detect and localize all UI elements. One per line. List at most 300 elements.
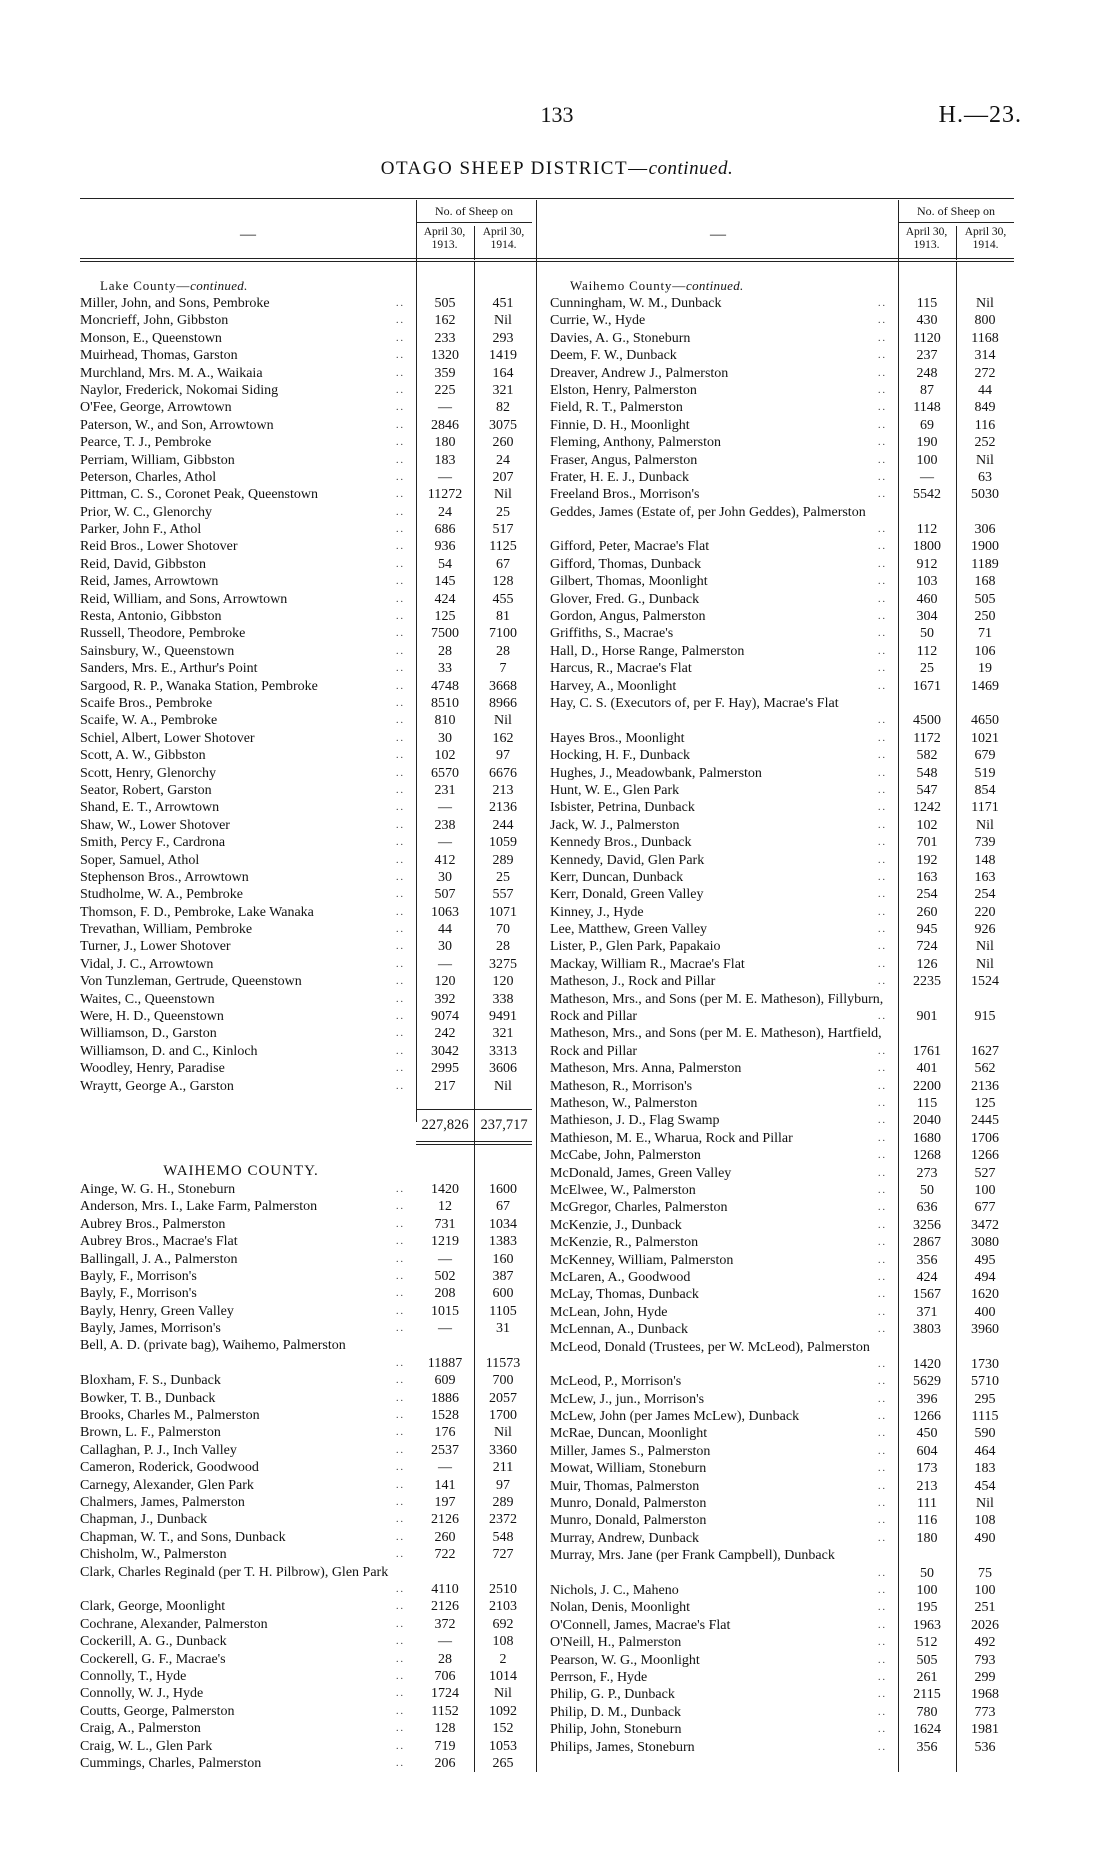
sheep-1913: 1266 bbox=[913, 1409, 941, 1425]
leader-dots: .. bbox=[396, 1357, 405, 1369]
sheep-1913: 25 bbox=[920, 661, 934, 677]
sheep-1914: 700 bbox=[492, 1373, 514, 1389]
sheep-1914: 152 bbox=[492, 1721, 514, 1737]
sheep-1913: 4748 bbox=[431, 678, 459, 694]
owner-name: Craig, W. L., Glen Park bbox=[80, 1738, 213, 1754]
table-row bbox=[550, 504, 1014, 539]
sheep-1913: 54 bbox=[438, 556, 452, 572]
owner-name: Hall, D., Horse Range, Palmerston bbox=[550, 643, 745, 659]
sheep-1913: 1528 bbox=[431, 1408, 459, 1424]
sheep-1914: 926 bbox=[974, 922, 996, 938]
sheep-1914: 3668 bbox=[489, 678, 517, 694]
owner-name: Matheson, J., Rock and Pillar bbox=[550, 974, 716, 990]
sheep-1914: 1059 bbox=[489, 835, 517, 851]
table-row bbox=[550, 1391, 1014, 1408]
owner-name: Clark, Charles Reginald (per T. H. Pilbrow), Glen Park bbox=[80, 1564, 389, 1580]
leader-dots: .. bbox=[396, 1305, 405, 1317]
sheep-1914: 272 bbox=[974, 365, 996, 381]
leader-dots: .. bbox=[396, 732, 405, 744]
sheep-1914: 67 bbox=[496, 556, 510, 572]
table-row bbox=[550, 365, 1014, 382]
owner-name: Pearce, T. J., Pembroke bbox=[80, 435, 212, 451]
table-row bbox=[80, 1459, 532, 1476]
leader-dots: .. bbox=[396, 1723, 405, 1735]
leader-dots: .. bbox=[396, 593, 405, 605]
sheep-1914: 915 bbox=[974, 1009, 996, 1025]
sheep-1913: 69 bbox=[920, 417, 934, 433]
section-heading bbox=[550, 276, 1014, 295]
owner-name: Matheson, W., Palmerston bbox=[550, 1096, 698, 1112]
table-row bbox=[80, 591, 532, 608]
leader-dots: .. bbox=[396, 350, 405, 362]
owner-name: O'Fee, George, Arrowtown bbox=[80, 400, 232, 416]
title-continued: continued. bbox=[648, 158, 734, 179]
sheep-1913: 102 bbox=[916, 817, 938, 833]
leader-dots: .. bbox=[396, 1183, 405, 1195]
sheep-1913: 507 bbox=[434, 887, 456, 903]
table-row bbox=[550, 695, 1014, 730]
sheep-1913: 912 bbox=[916, 556, 938, 572]
table-row bbox=[550, 886, 1014, 903]
table-row bbox=[80, 1043, 532, 1060]
owner-name: McDonald, James, Green Valley bbox=[550, 1165, 732, 1181]
table-row bbox=[80, 1755, 532, 1772]
sheep-1913: 28 bbox=[438, 1651, 452, 1667]
sheep-1914: 260 bbox=[492, 435, 514, 451]
sheep-1914: 3606 bbox=[489, 1061, 517, 1077]
table-row bbox=[80, 1546, 532, 1563]
leader-dots: .. bbox=[396, 958, 405, 970]
leader-dots: .. bbox=[878, 1393, 887, 1405]
table-row bbox=[80, 538, 532, 555]
sheep-1914: 1168 bbox=[971, 330, 999, 346]
sheep-1913: 115 bbox=[916, 1096, 938, 1112]
leader-dots: .. bbox=[878, 854, 887, 866]
table-row bbox=[80, 747, 532, 764]
owner-name: Studholme, W. A., Pembroke bbox=[80, 887, 243, 903]
sheep-1913: 1963 bbox=[913, 1617, 941, 1633]
sheep-1913: 2115 bbox=[913, 1687, 941, 1703]
leader-dots: .. bbox=[878, 1080, 887, 1092]
leader-dots: .. bbox=[396, 1201, 405, 1213]
report-reference: H.—23. bbox=[938, 102, 1022, 128]
leader-dots: .. bbox=[878, 1011, 887, 1023]
header-group-label: No. of Sheep on bbox=[416, 200, 532, 223]
owner-name: McKenzie, J., Dunback bbox=[550, 1217, 682, 1233]
sheep-1914: 1981 bbox=[971, 1722, 999, 1738]
table-row bbox=[80, 799, 532, 816]
leader-dots: .. bbox=[396, 367, 405, 379]
table-row bbox=[550, 730, 1014, 747]
leader-dots: .. bbox=[878, 1498, 887, 1510]
leader-dots: .. bbox=[396, 1218, 405, 1230]
sheep-1914: 207 bbox=[492, 469, 514, 485]
sheep-1914: 3313 bbox=[489, 1043, 517, 1059]
table-row bbox=[80, 1233, 532, 1250]
table-row bbox=[550, 312, 1014, 329]
owner-name: McLay, Thomas, Dunback bbox=[550, 1287, 699, 1303]
table-row bbox=[550, 591, 1014, 608]
header-col-1914: April 30, 1914. bbox=[482, 226, 525, 251]
owner-name: Mowat, William, Stoneburn bbox=[550, 1461, 707, 1477]
sheep-1913: 237 bbox=[916, 348, 938, 364]
leader-dots: .. bbox=[396, 1236, 405, 1248]
total-double-rule bbox=[416, 1141, 532, 1145]
sheep-1914: 97 bbox=[496, 1477, 510, 1493]
sheep-1913: 1148 bbox=[913, 400, 941, 416]
table-row bbox=[550, 1025, 1014, 1060]
table-row bbox=[80, 573, 532, 590]
sheep-1913: 128 bbox=[434, 1721, 456, 1737]
owner-name: Murray, Andrew, Dunback bbox=[550, 1530, 700, 1546]
sheep-1913: 87 bbox=[920, 382, 934, 398]
owner-name: Chapman, W. T., and Sons, Dunback bbox=[80, 1529, 286, 1545]
owner-name: McLennan, A., Dunback bbox=[550, 1322, 689, 1338]
owner-name: Mackay, William R., Macrae's Flat bbox=[550, 956, 745, 972]
title-main: OTAGO SHEEP DISTRICT— bbox=[380, 158, 649, 179]
sheep-1914: 100 bbox=[974, 1182, 996, 1198]
leader-dots: .. bbox=[878, 1428, 887, 1440]
owner-name: Harcus, R., Macrae's Flat bbox=[550, 661, 692, 677]
table-row bbox=[550, 486, 1014, 503]
table-row bbox=[80, 1442, 532, 1459]
sheep-1913: 356 bbox=[916, 1252, 938, 1268]
owner-name: Murray, Mrs. Jane (per Frank Campbell), Dunback bbox=[550, 1548, 835, 1564]
leader-dots: .. bbox=[396, 1653, 405, 1665]
sheep-1914: 2510 bbox=[489, 1581, 517, 1597]
leader-dots: .. bbox=[878, 384, 887, 396]
leader-dots: .. bbox=[878, 1132, 887, 1144]
sheep-1913: 163 bbox=[916, 869, 938, 885]
table-row bbox=[550, 1321, 1014, 1338]
sheep-1913: 5542 bbox=[913, 487, 941, 503]
owner-name: Lee, Matthew, Green Valley bbox=[550, 922, 708, 938]
leader-dots: .. bbox=[878, 924, 887, 936]
sheep-1914: Nil bbox=[976, 296, 994, 311]
sheep-1914: 387 bbox=[492, 1268, 514, 1284]
sheep-1914: 3360 bbox=[489, 1442, 517, 1458]
sheep-1914: 1419 bbox=[489, 348, 517, 364]
sheep-1913: 120 bbox=[434, 974, 456, 990]
sheep-1913: 50 bbox=[920, 626, 934, 642]
owner-name: Hunt, W. E., Glen Park bbox=[550, 782, 680, 798]
sheep-1913: 1420 bbox=[431, 1181, 459, 1197]
sheep-1914: 148 bbox=[974, 852, 996, 868]
sheep-1914: Nil bbox=[976, 1496, 994, 1512]
sheep-1914: 44 bbox=[978, 382, 992, 398]
leader-dots: .. bbox=[396, 1740, 405, 1752]
leader-dots: .. bbox=[396, 298, 405, 309]
sheep-1913: 1063 bbox=[431, 904, 459, 920]
leader-dots: .. bbox=[878, 1289, 887, 1301]
leader-dots: .. bbox=[396, 541, 405, 553]
owner-name: Hayes Bros., Moonlight bbox=[550, 730, 685, 746]
sheep-1914: 28 bbox=[496, 643, 510, 659]
sheep-1914: 75 bbox=[978, 1565, 992, 1581]
total-1914: 237,717 bbox=[480, 1116, 528, 1133]
sheep-1914: 519 bbox=[974, 765, 996, 781]
sheep-1913: 372 bbox=[434, 1616, 456, 1632]
sheep-1913: 261 bbox=[916, 1669, 938, 1685]
owner-name: Ainge, W. G. H., Stoneburn bbox=[80, 1181, 236, 1197]
sheep-1914: 108 bbox=[974, 1513, 996, 1529]
right-rows bbox=[550, 276, 1014, 1756]
table-row bbox=[550, 1165, 1014, 1182]
leader-dots: .. bbox=[878, 941, 887, 953]
owner-name: Matheson, R., Morrison's bbox=[550, 1078, 693, 1094]
owner-name: Kerr, Duncan, Dunback bbox=[550, 869, 684, 885]
leader-dots: .. bbox=[396, 802, 405, 814]
page-number: 133 bbox=[540, 102, 574, 127]
owner-name: Shand, E. T., Arrowtown bbox=[80, 800, 220, 816]
owner-name: Craig, A., Palmerston bbox=[80, 1721, 201, 1737]
owner-name: Sainsbury, W., Queenstown bbox=[80, 643, 235, 659]
sheep-1913: 126 bbox=[916, 956, 938, 972]
owner-name: Chisholm, W., Palmerston bbox=[80, 1547, 227, 1563]
table-row bbox=[550, 817, 1014, 834]
owner-name: Muirhead, Thomas, Garston bbox=[80, 348, 238, 364]
leader-dots: .. bbox=[396, 1045, 405, 1057]
sheep-1913: 1724 bbox=[431, 1686, 459, 1702]
table-row bbox=[80, 312, 532, 329]
owner-name: Fleming, Anthony, Palmerston bbox=[550, 435, 721, 451]
sheep-1914: 28 bbox=[496, 939, 510, 955]
table-row bbox=[80, 1685, 532, 1702]
owner-name: Dreaver, Andrew J., Palmerston bbox=[550, 365, 729, 381]
sheep-1913: 460 bbox=[916, 591, 938, 607]
table-row bbox=[550, 1530, 1014, 1547]
owner-name: Matheson, Mrs., and Sons (per M. E. Matheson), Hartfield, Rock and Pillar bbox=[550, 1026, 882, 1059]
leader-dots: .. bbox=[878, 298, 887, 309]
leader-dots: .. bbox=[878, 1671, 887, 1683]
table-row bbox=[550, 904, 1014, 921]
sheep-1914: 252 bbox=[974, 435, 996, 451]
owner-name: Deem, F. W., Dunback bbox=[550, 348, 677, 364]
leader-dots: .. bbox=[396, 437, 405, 449]
leader-dots: .. bbox=[878, 1654, 887, 1666]
owner-name: Scaife Bros., Pembroke bbox=[80, 695, 213, 711]
leader-dots: .. bbox=[396, 1288, 405, 1300]
sheep-1913: 780 bbox=[916, 1704, 938, 1720]
leader-dots: .. bbox=[396, 332, 405, 344]
table-row bbox=[550, 1425, 1014, 1442]
sheep-1914: 1021 bbox=[971, 730, 999, 746]
sheep-1914: 3080 bbox=[971, 1235, 999, 1251]
sheep-1914: 464 bbox=[974, 1443, 996, 1459]
sheep-1914: 727 bbox=[492, 1547, 514, 1563]
sheep-1913: 945 bbox=[916, 922, 938, 938]
leader-dots: .. bbox=[878, 402, 887, 414]
sheep-1914: 1706 bbox=[971, 1130, 999, 1146]
leader-dots: .. bbox=[878, 1602, 887, 1614]
sheep-1914: 168 bbox=[974, 574, 996, 590]
sheep-1914: 108 bbox=[492, 1634, 514, 1650]
leader-dots: .. bbox=[396, 1601, 405, 1613]
sheep-1914: 183 bbox=[974, 1461, 996, 1477]
leader-dots: .. bbox=[878, 558, 887, 570]
sheep-1913: 176 bbox=[434, 1425, 456, 1441]
sheep-1914: 1900 bbox=[971, 539, 999, 555]
owner-name: Munro, Donald, Palmerston bbox=[550, 1496, 707, 1512]
table-row bbox=[550, 399, 1014, 416]
table-header bbox=[80, 200, 532, 260]
leader-dots: .. bbox=[396, 611, 405, 623]
table-row bbox=[80, 1078, 532, 1095]
table-row bbox=[550, 452, 1014, 469]
table-row bbox=[550, 1060, 1014, 1077]
leader-dots: .. bbox=[396, 628, 405, 640]
owner-name: Bayly, Henry, Green Valley bbox=[80, 1303, 234, 1319]
sheep-1913: 190 bbox=[916, 435, 938, 451]
table-row bbox=[80, 295, 532, 312]
sheep-1914: 3472 bbox=[971, 1217, 999, 1233]
leader-dots: .. bbox=[878, 611, 887, 623]
sheep-1913: 100 bbox=[916, 1583, 938, 1598]
table-row bbox=[550, 1252, 1014, 1269]
leader-dots: .. bbox=[396, 576, 405, 588]
sheep-1914: 265 bbox=[492, 1755, 514, 1771]
owner-name: Glover, Fred. G., Dunback bbox=[550, 591, 700, 607]
table-row bbox=[80, 434, 532, 451]
sheep-1913: 810 bbox=[434, 713, 456, 729]
owner-name: Mathieson, J. D., Flag Swamp bbox=[550, 1113, 720, 1129]
sheep-1914: 1524 bbox=[971, 974, 999, 990]
sheep-1913: 1219 bbox=[431, 1234, 459, 1250]
sheep-1914: 116 bbox=[974, 417, 996, 433]
owner-name: McLew, John (per James McLew), Dunback bbox=[550, 1409, 800, 1425]
sheep-1913: 2995 bbox=[431, 1061, 459, 1077]
sheep-1914: 793 bbox=[974, 1652, 996, 1668]
sheep-1913: 1268 bbox=[913, 1148, 941, 1164]
leader-dots: .. bbox=[396, 454, 405, 466]
table-row bbox=[550, 956, 1014, 973]
sheep-1914: 1034 bbox=[489, 1216, 517, 1232]
leader-dots: .. bbox=[396, 819, 405, 831]
sheep-1914: 299 bbox=[974, 1669, 996, 1685]
leader-dots: .. bbox=[878, 628, 887, 640]
table-row bbox=[80, 973, 532, 990]
waihemo-county-rows bbox=[80, 1181, 532, 1772]
table-row bbox=[550, 1130, 1014, 1147]
owner-name: Pittman, C. S., Coronet Peak, Queenstown bbox=[80, 487, 318, 503]
table-row bbox=[80, 1251, 532, 1268]
table-row bbox=[80, 1285, 532, 1302]
leader-dots: .. bbox=[396, 1444, 405, 1456]
sheep-1913: — bbox=[438, 400, 452, 416]
sheep-1913: 116 bbox=[916, 1513, 938, 1529]
table-row bbox=[80, 991, 532, 1008]
sheep-1913: 103 bbox=[916, 574, 938, 590]
sheep-1914: 314 bbox=[974, 348, 996, 364]
sheep-1914: 1600 bbox=[489, 1181, 517, 1197]
owner-name: Elston, Henry, Palmerston bbox=[550, 382, 697, 398]
leader-dots: .. bbox=[878, 837, 887, 849]
table-row bbox=[550, 1599, 1014, 1616]
leader-dots: .. bbox=[396, 1688, 405, 1700]
owner-name: Murchland, Mrs. M. A., Waikaia bbox=[80, 365, 263, 381]
owner-name: Connolly, T., Hyde bbox=[80, 1668, 187, 1684]
table-row bbox=[550, 852, 1014, 869]
owner-name: Philip, D. M., Dunback bbox=[550, 1704, 682, 1720]
sheep-1913: 936 bbox=[434, 539, 456, 555]
sheep-1914: 162 bbox=[492, 730, 514, 746]
sheep-1914: 163 bbox=[974, 869, 996, 885]
leader-dots: .. bbox=[396, 1323, 405, 1335]
sheep-1914: 1383 bbox=[489, 1234, 517, 1250]
sheep-1913: 192 bbox=[916, 852, 938, 868]
section-heading-waihemo: WAIHEMO COUNTY. bbox=[163, 1162, 319, 1179]
sheep-1914: 548 bbox=[492, 1529, 514, 1545]
total-1913: 227,826 bbox=[421, 1116, 469, 1133]
sheep-1914: Nil bbox=[976, 817, 994, 833]
leader-dots: .. bbox=[396, 924, 405, 936]
leader-dots: .. bbox=[878, 819, 887, 831]
table-row bbox=[80, 382, 532, 399]
sheep-1914: 5710 bbox=[971, 1374, 999, 1390]
sheep-1913: 706 bbox=[434, 1668, 456, 1684]
sheep-1914: 2103 bbox=[489, 1599, 517, 1615]
left-column bbox=[80, 200, 532, 1771]
sheep-1913: 2040 bbox=[913, 1113, 941, 1129]
total-rule bbox=[416, 1109, 532, 1110]
sheep-1913: 701 bbox=[916, 835, 938, 851]
owner-name: McCabe, John, Palmerston bbox=[550, 1148, 701, 1164]
sheep-1914: 164 bbox=[492, 365, 514, 381]
sheep-1913: — bbox=[438, 1321, 452, 1337]
sheep-1913: 1680 bbox=[913, 1130, 941, 1146]
sheep-1914: 5030 bbox=[971, 487, 999, 503]
sheep-1914: 295 bbox=[974, 1391, 996, 1407]
leader-dots: .. bbox=[878, 802, 887, 814]
owner-name: Chalmers, James, Palmerston bbox=[80, 1495, 245, 1511]
sheep-1913: 180 bbox=[916, 1530, 938, 1546]
sheep-1914: Nil bbox=[494, 1078, 512, 1094]
leader-dots: .. bbox=[878, 1585, 887, 1596]
sheep-1913: 731 bbox=[434, 1216, 456, 1232]
table-row bbox=[80, 486, 532, 503]
owner-name: O'Neill, H., Palmerston bbox=[550, 1635, 682, 1651]
sheep-1914: 2445 bbox=[971, 1113, 999, 1129]
sheep-1913: 2200 bbox=[913, 1078, 941, 1094]
leader-dots: .. bbox=[396, 1549, 405, 1561]
sheep-1913: 225 bbox=[434, 382, 456, 398]
table-row bbox=[550, 1547, 1014, 1582]
sheep-1913: 1120 bbox=[913, 330, 941, 346]
sheep-1913: 724 bbox=[916, 939, 938, 955]
sheep-1913: — bbox=[920, 469, 934, 485]
sheep-1913: 2126 bbox=[431, 1512, 459, 1528]
sheep-1914: 454 bbox=[974, 1478, 996, 1494]
table-row bbox=[550, 538, 1014, 555]
sheep-1914: 213 bbox=[492, 782, 514, 798]
table-row bbox=[80, 660, 532, 677]
lake-county-rows bbox=[80, 295, 532, 1095]
sheep-1913: 1242 bbox=[913, 800, 941, 816]
sheep-1914: 8966 bbox=[489, 695, 517, 711]
leader-dots: .. bbox=[878, 1637, 887, 1649]
sheep-1913: 9074 bbox=[431, 1009, 459, 1025]
sheep-1913: 1320 bbox=[431, 348, 459, 364]
table-row bbox=[80, 1181, 532, 1198]
leader-dots: .. bbox=[396, 1497, 405, 1509]
sheep-1914: 120 bbox=[492, 974, 514, 990]
leader-dots: .. bbox=[878, 471, 887, 483]
table-top-rule bbox=[80, 198, 1014, 199]
sheep-1914: 1053 bbox=[489, 1738, 517, 1754]
sheep-1914: Nil bbox=[494, 313, 512, 329]
leader-dots: .. bbox=[878, 576, 887, 588]
owner-name: Clark, George, Moonlight bbox=[80, 1599, 226, 1615]
